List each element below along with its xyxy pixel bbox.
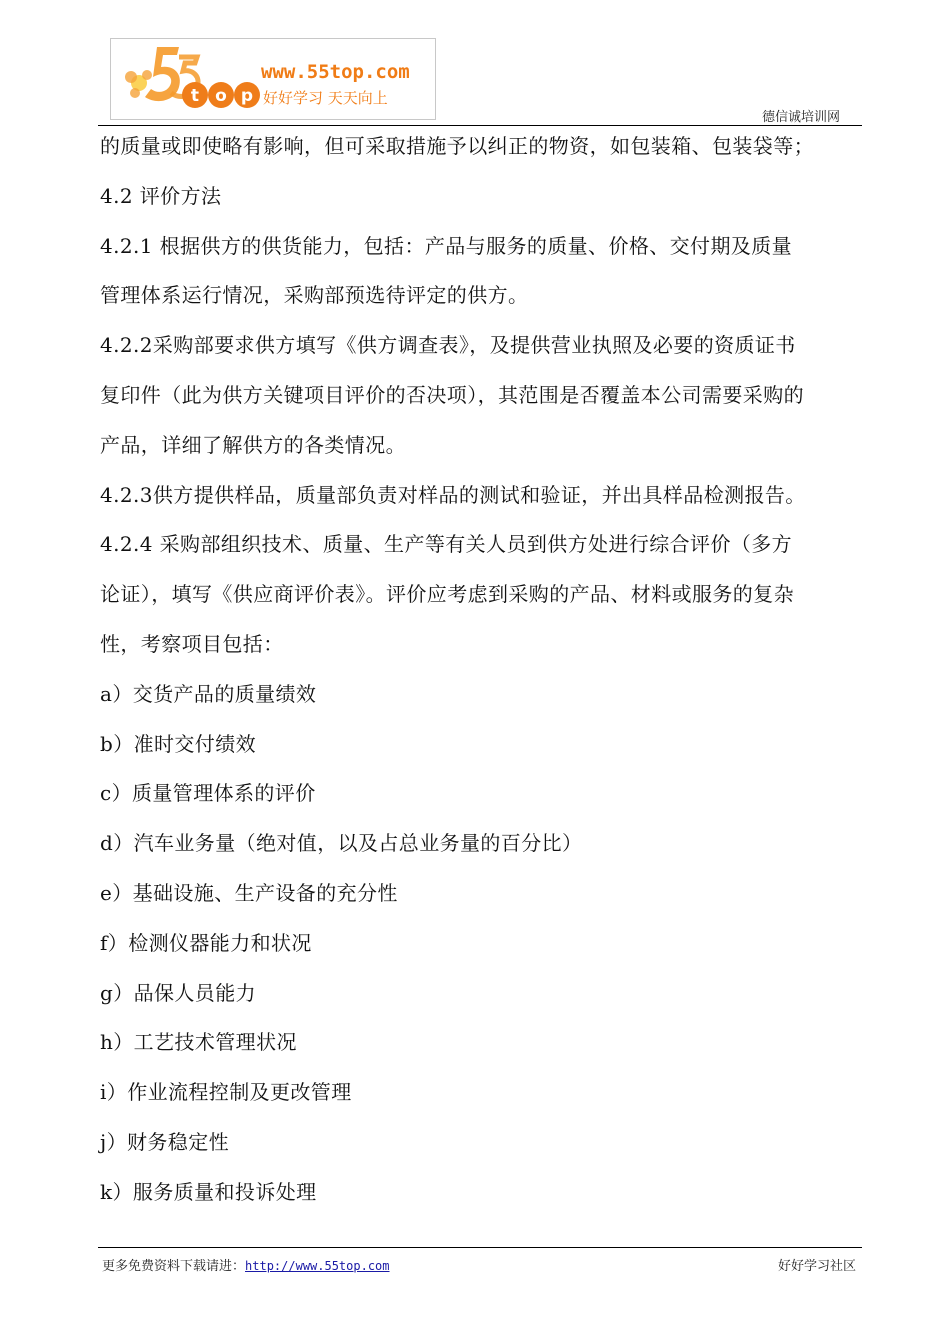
list-item: d）汽车业务量（绝对值，以及占总业务量的百分比） (100, 831, 583, 856)
svg-text:t: t (190, 86, 200, 106)
text-line: 产品，详细了解供方的各类情况。 (100, 432, 406, 457)
footer-label: 更多免费资料下载请进： (102, 1259, 246, 1274)
logo-slogan: 好好学习 天天向上 (263, 89, 388, 107)
list-item: h）工艺技术管理状况 (100, 1030, 297, 1055)
site-logo[interactable] (110, 38, 436, 120)
document-body (100, 122, 866, 1218)
text-line: 管理体系运行情况，采购部预选待评定的供方。 (100, 283, 529, 308)
list-item: e）基础设施、生产设备的充分性 (100, 880, 398, 905)
footer-community: 好好学习社区 (777, 1259, 856, 1274)
footer-divider (98, 1247, 862, 1248)
list-item: k）服务质量和投诉处理 (100, 1179, 317, 1204)
list-item: f）检测仪器能力和状况 (100, 930, 312, 955)
text-line: 4.2.3供方提供样品，质量部负责对样品的测试和验证，并出具样品检测报告。 (100, 482, 806, 507)
footer-download-note (102, 1255, 390, 1274)
section-heading: 4.2 评价方法 (100, 183, 222, 208)
text-line: 性，考察项目包括： (100, 631, 284, 656)
list-item: j）财务稳定性 (100, 1129, 230, 1154)
svg-text:p: p (240, 86, 254, 106)
text-line: 复印件（此为供方关键项目评价的否决项），其范围是否覆盖本公司需要采购的 (100, 382, 804, 407)
text-line: 的质量或即使略有影响，但可采取措施予以纠正的物资，如包装箱、包装袋等； (100, 134, 814, 158)
text-line: 4.2.2采购部要求供方填写《供方调查表》，及提供营业执照及必要的资质证书 (100, 333, 796, 358)
list-item: c）质量管理体系的评价 (100, 781, 316, 806)
logo-url-text: www.55top.com (261, 61, 410, 83)
list-item: i）作业流程控制及更改管理 (100, 1080, 352, 1105)
text-line: 论证），填写《供应商评价表》。评价应考虑到采购的产品、材料或服务的复杂 (100, 582, 794, 607)
logo-55top-mark (117, 39, 267, 119)
footer-link[interactable]: http://www.55top.com (245, 1259, 390, 1273)
text-line: 4.2.4 采购部组织技术、质量、生产等有关人员到供方处进行综合评价（多方 (100, 532, 793, 557)
list-item: b）准时交付绩效 (100, 731, 257, 756)
site-name: 德信诚培训网 (761, 110, 840, 125)
list-item: g）品保人员能力 (100, 980, 257, 1005)
list-item: a）交货产品的质量绩效 (100, 681, 317, 706)
svg-text:o: o (215, 86, 227, 106)
text-line: 4.2.1 根据供方的供货能力，包括：产品与服务的质量、价格、交付期及质量 (100, 233, 793, 258)
